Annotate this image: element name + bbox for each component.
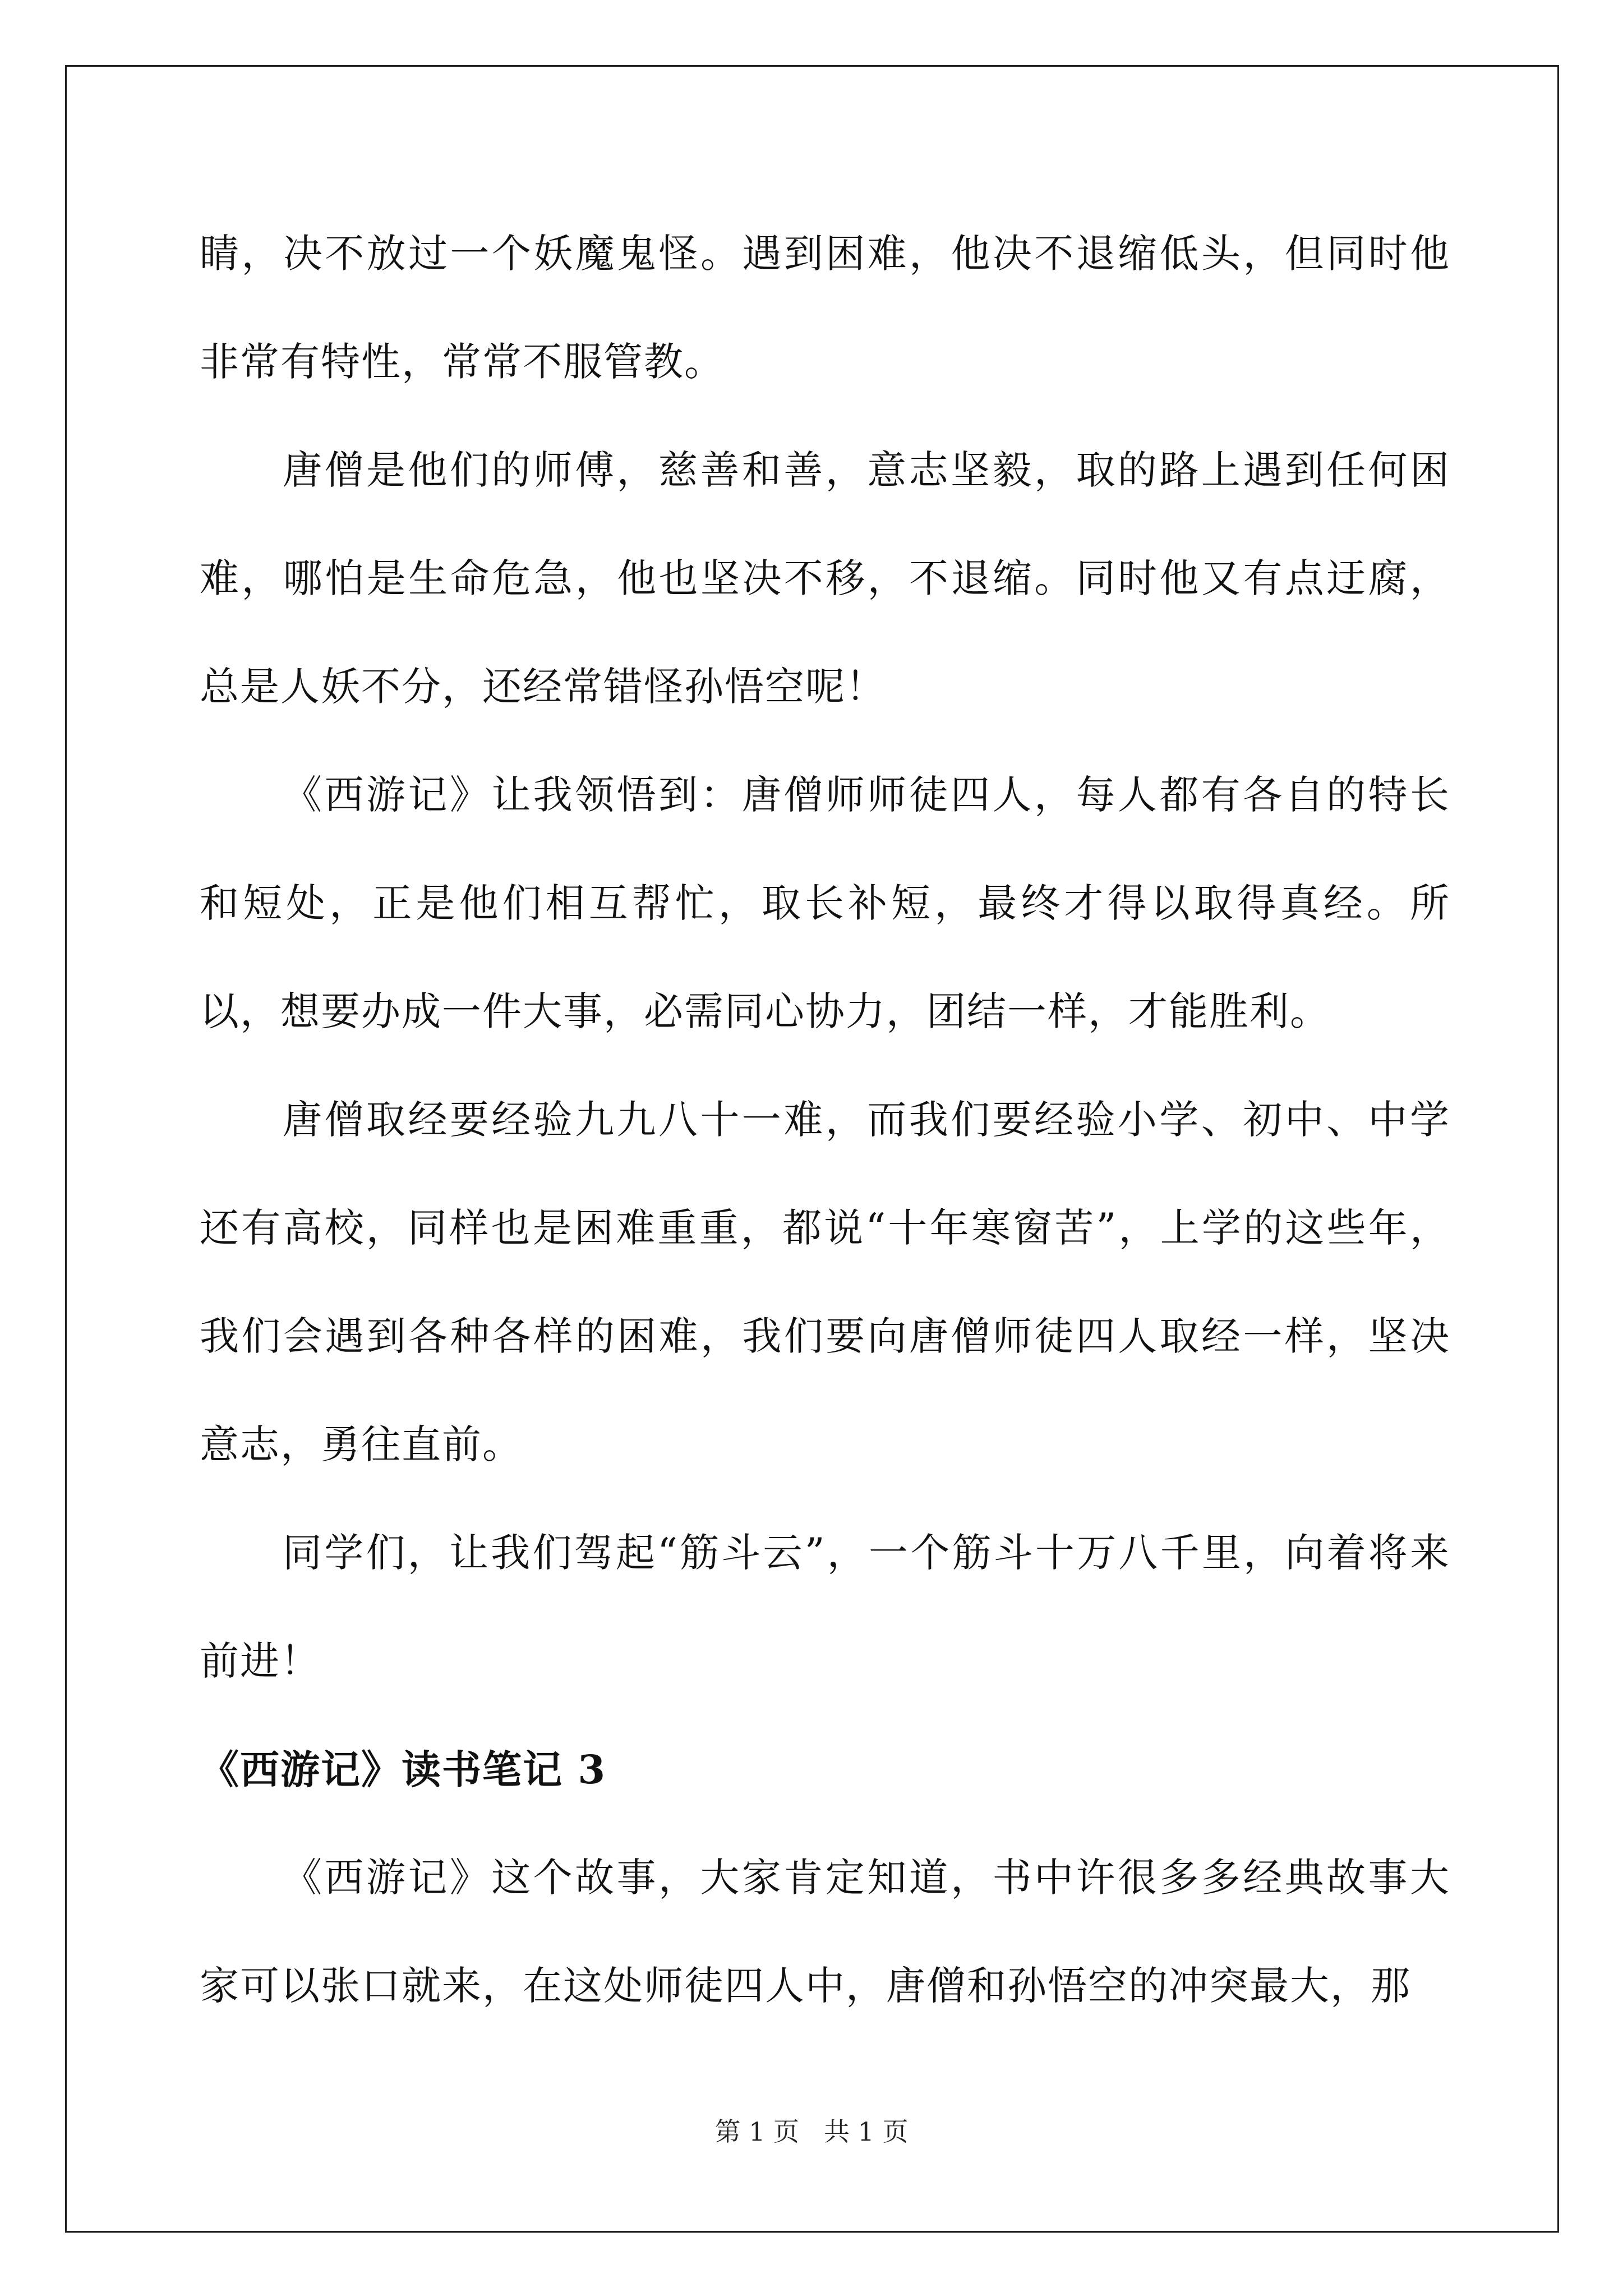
paragraph-2: 唐僧是他们的师傅，慈善和善，意志坚毅，取的路上遇到任何困难，哪怕是生命危急，他也坚决不移，不退缩。同时他又有点迂腐，总是人妖不分，还经常错怪孙悟空呢！ xyxy=(200,447,1450,710)
paragraph-5: 同学们，让我们驾起“筋斗云”，一个筋斗十万八千里，向着将来前进！ xyxy=(200,1530,1450,1684)
section-title: 《西游记》读书笔记 3 xyxy=(200,1746,607,1793)
page-footer xyxy=(0,2115,1623,2148)
page-total: 共 1 页 xyxy=(823,2116,909,2147)
paragraph-3: 《西游记》让我领悟到：唐僧师师徒四人，每人都有各自的特长和短处，正是他们相互帮忙，取长补短，最终才得以取得真经。所以，想要办成一件大事，必需同心协力，团结一样，才能胜利。 xyxy=(200,772,1450,1034)
page-number: 第 1 页 xyxy=(714,2116,800,2147)
document-body xyxy=(200,200,1450,2040)
paragraph-1: 睛，决不放过一个妖魔鬼怪。遇到困难，他决不退缩低头，但同时他非常有特性，常常不服管教。 xyxy=(200,231,1450,385)
paragraph-4: 唐僧取经要经验九九八十一难，而我们要经验小学、初中、中学还有高校，同样也是困难重重，都说“十年寒窗苦”，上学的这些年，我们会遇到各种各样的困难，我们要向唐僧师徒四人取经一样，坚决意志，勇往直前。 xyxy=(200,1097,1450,1467)
section-paragraph-1: 《西游记》这个故事，大家肯定知道，书中许很多多经典故事大家可以张口就来，在这处师徒四人中，唐僧和孙悟空的冲突最大，那 xyxy=(200,1855,1450,2009)
